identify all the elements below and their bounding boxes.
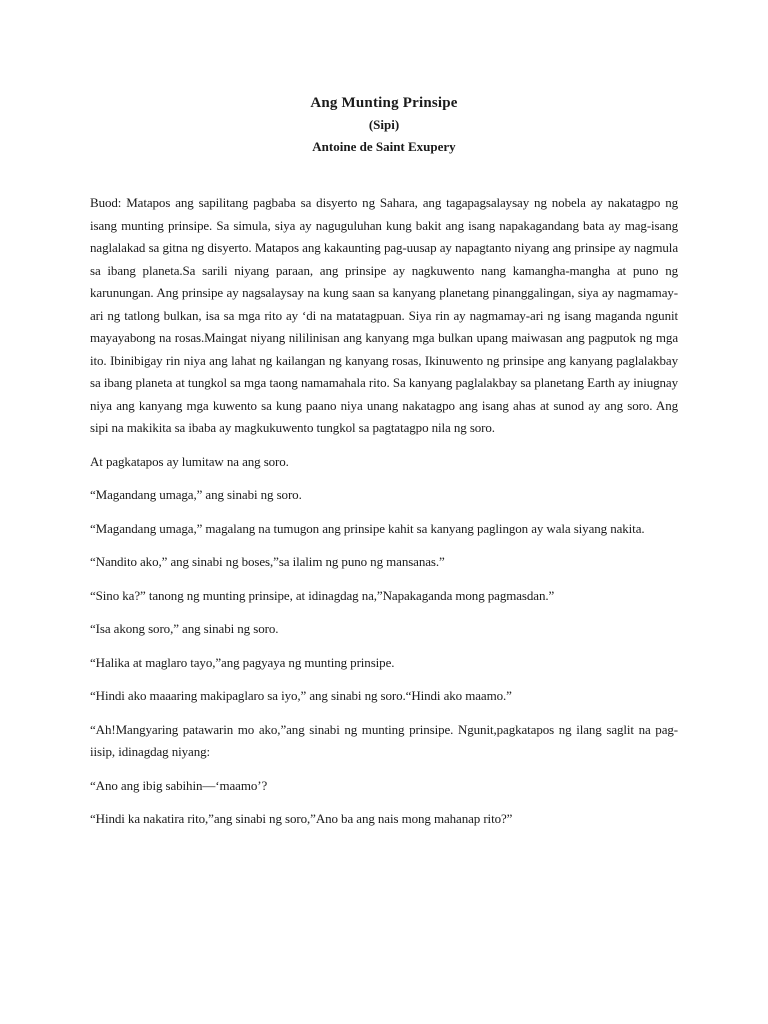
document-title: Ang Munting Prinsipe xyxy=(310,95,458,111)
body-paragraph: “Magandang umaga,” ang sinabi ng soro. xyxy=(90,487,302,502)
body-paragraph: “Ah!Mangyaring patawarin mo ako,”ang sinabi ng munting prinsipe. Ngunit,pagkatapos ng ilang saglit na pag-iisip, idinagdag niyang: xyxy=(90,721,678,759)
body-paragraph: “Hindi ako maaaring makipaglaro sa iyo,” ang sinabi ng soro.“Hindi ako maamo.” xyxy=(90,688,512,703)
body-paragraph: “Magandang umaga,” magalang na tumugon ang prinsipe kahit sa kanyang paglingon ay wala siyang nakita. xyxy=(90,520,645,536)
document-body xyxy=(90,192,678,831)
document-author: Antoine de Saint Exupery xyxy=(312,139,456,154)
document-page xyxy=(90,92,678,842)
body-paragraph: “Halika at maglaro tayo,”ang pagyaya ng munting prinsipe. xyxy=(90,654,395,670)
body-paragraph: At pagkatapos ay lumitaw na ang soro. xyxy=(90,453,289,469)
body-paragraph: “Isa akong soro,” ang sinabi ng soro. xyxy=(90,621,279,636)
body-paragraph: “Hindi ka nakatira rito,”ang sinabi ng soro,”Ano ba ang nais mong mahanap rito?” xyxy=(90,811,513,826)
body-paragraph: “Sino ka?” tanong ng munting prinsipe, at idinagdag na,”Napakaganda mong pagmasdan.” xyxy=(90,587,555,603)
body-paragraph: “Nandito ako,” ang sinabi ng boses,”sa ilalim ng puno ng mansanas.” xyxy=(90,554,445,569)
summary-paragraph: Buod: Matapos ang sapilitang pagbaba sa disyerto ng Sahara, ang tagapagsalaysay ng nobela ay nakatagpo ng isang munting prinsipe. Sa simula, siya ay naguguluhan kung bakit ang isang napakagandang bata ay mag-isang naglalakad sa gitna ng disyerto. Matapos ang kakaunting pag-uusap ay napagtanto niyang ang prinsipe ay nagmula sa ibang planeta.Sa sarili niyang paraan, ang prinsipe ay nagkuwento nang kamangha-mangha at puno ng karunungan. Ang prinsipe ay nagsalaysay na kung saan sa kanyang planetang pinanggalingan, siya ay nagmamay-ari ng tatlong bulkan, isa sa mga rito ay ‘di na matatagpuan. Siya rin ay nagmamay-ari ng isang maganda ngunit mayayabong na rosas.Maingat niyang nililinisan ang kanyang mga bulkan upang maiwasan ang pagputok ng mga ito. Ibinibigay rin niya ang lahat ng kailangan ng kanyang rosas, Ikinuwento ng prinsipe ang kanyang paglalakbay sa ibang planeta at tungkol sa mga taong namamahala rito. Sa kanyang paglalakbay sa planetang Earth ay iniugnay niya ang kanyang mga kuwento sa kung paano niya unang nakatagpo ang isang ahas at sunod ay ang soro. Ang sipi na makikita sa ibaba ay magkukuwento tungkol sa pagtatagpo nila ng soro. xyxy=(90,195,678,435)
document-subtitle: (Sipi) xyxy=(368,117,400,132)
body-paragraph: “Ano ang ibig sabihin—‘maamo’? xyxy=(90,777,268,793)
document-header xyxy=(90,92,678,158)
